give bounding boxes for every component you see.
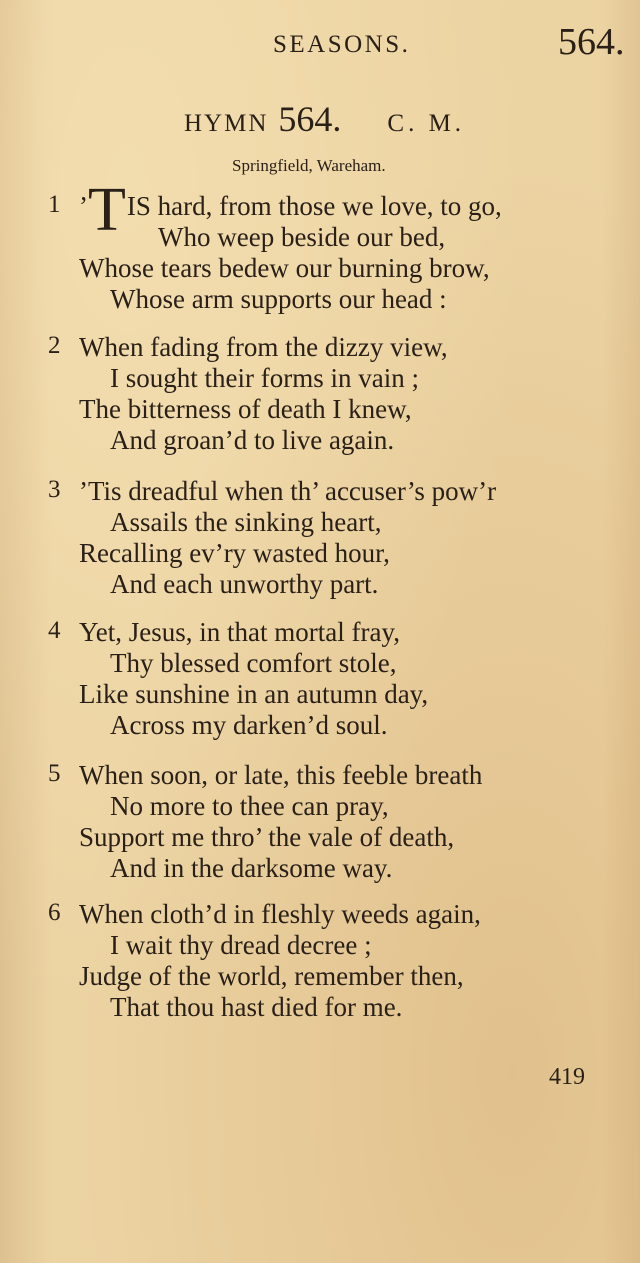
stanza-line-2: I wait thy dread decree ; [110, 930, 372, 960]
stanza-line-3: Judge of the world, remember then, [79, 961, 464, 991]
stanza-number: 3 [48, 476, 61, 503]
tune-names: Springfield, Wareham. [232, 156, 386, 175]
stanza-line-4: And each unworthy part. [110, 569, 379, 599]
stanza-number: 4 [48, 617, 61, 644]
stanza-line-2: Assails the sinking heart, [110, 507, 382, 537]
stanza-line-3: Recalling ev’ry wasted hour, [79, 538, 390, 568]
stanza-line-2: Thy blessed comfort stole, [110, 648, 397, 678]
stanza-line-4: That thou hast died for me. [110, 992, 403, 1022]
stanza-line-2: Who weep beside our bed, [158, 222, 446, 252]
hymn-title [184, 98, 465, 140]
stanza-line-4: And groan’d to live again. [110, 425, 395, 455]
stanza-line-1: When cloth’d in fleshly weeds again, [79, 899, 481, 929]
hymn-label: HYMN [184, 110, 269, 137]
stanza-line-3: Whose tears bedew our burning brow, [79, 253, 490, 283]
stanza-line-1: When soon, or late, this feeble breath [79, 760, 483, 790]
hymn-meter: C. M. [387, 110, 466, 137]
stanza-line-2: No more to thee can pray, [110, 791, 389, 821]
stanza-line-2: I sought their forms in vain ; [110, 363, 419, 393]
first-line-text: IS hard, from those we love, to go, [126, 191, 502, 221]
stanza-line-4: Across my darken’d soul. [110, 710, 388, 740]
stanza-line-3: The bitterness of death I knew, [79, 394, 412, 424]
stanza-line-1: ’Tis dreadful when th’ accuser’s pow’r [79, 476, 497, 506]
stanza-line-3: Support me thro’ the vale of death, [79, 822, 455, 852]
hymn-number-header: 564. [558, 21, 625, 63]
running-head-section: SEASONS. [273, 31, 411, 58]
stanza-line-4: Whose arm supports our head : [110, 284, 447, 314]
opening-apostrophe: ’ [79, 191, 88, 221]
page-number: 419 [549, 1064, 585, 1090]
stanza-number: 5 [48, 760, 61, 787]
drop-cap-letter: T [88, 176, 126, 244]
stanza-number: 2 [48, 332, 61, 359]
stanza-number: 1 [48, 191, 61, 218]
stanza-number: 6 [48, 899, 61, 926]
stanza-line-4: And in the darksome way. [110, 853, 393, 883]
stanza-line-3: Like sunshine in an autumn day, [79, 679, 429, 709]
hymn-number: 564. [278, 99, 342, 139]
stanza-line-1: When fading from the dizzy view, [79, 332, 448, 362]
stanza-line-1: Yet, Jesus, in that mortal fray, [79, 617, 400, 647]
